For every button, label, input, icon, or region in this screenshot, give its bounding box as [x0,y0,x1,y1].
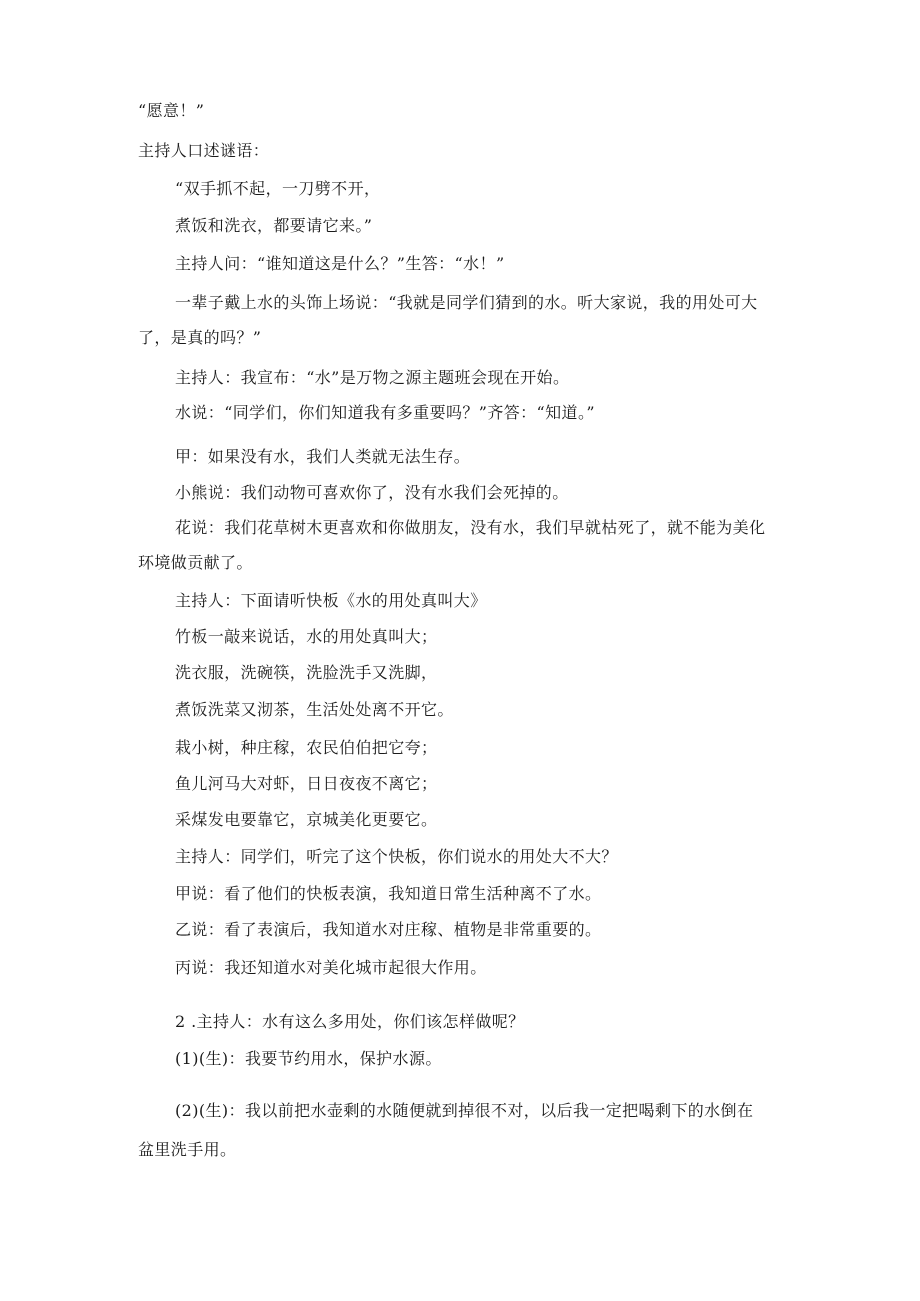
verse-line: 煮饭洗菜又沏茶，生活处处离不开它。 [175,700,454,719]
verse-line: 竹板一敲来说话，水的用处真叫大； [175,627,438,646]
verse-line: 栽小树，种庄稼，农民伯伯把它夸； [175,738,438,757]
numbered-item: (1)(生)：我要节约用水，保护水源。 [175,1049,442,1068]
text-line: 主持人：我宣布：“水”是万物之源主题班会现在开始。 [175,368,570,387]
text-line: 甲说：看了他们的快板表演，我知道日常生活种离不了水。 [175,884,602,903]
text-line: 主持人：下面请听快板《水的用处真叫大》 [175,591,487,610]
verse-line: 洗衣服，洗碗筷，洗脸洗手又洗脚， [175,663,438,682]
text-line: 丙说：我还知道水对美化城市起很大作用。 [175,958,487,977]
verse-line: 采煤发电要靠它，京城美化更要它。 [175,810,438,829]
text-line: 一辈子戴上水的头饰上场说：“我就是同学们猜到的水。听大家说，我的用处可大 [175,293,758,312]
text-line: 花说：我们花草树木更喜欢和你做朋友，没有水，我们早就枯死了，就不能为美化 [175,518,766,537]
text-line: 环境做贡献了。 [138,553,253,572]
riddle-line: 煮饭和洗衣，都要请它来。” [175,216,373,235]
text-line: 主持人口述谜语： [138,141,270,160]
text-line: 小熊说：我们动物可喜欢你了，没有水我们会死掉的。 [175,483,569,502]
text-line: 主持人：同学们，听完了这个快板，你们说水的用处大不大？ [175,847,618,866]
text-line: 了，是真的吗？” [138,328,262,347]
numbered-item: (2)(生)：我以前把水壶剩的水随便就到掉很不对，以后我一定把喝剩下的水倒在 [175,1101,754,1120]
text-line: 甲：如果没有水，我们人类就无法生存。 [175,447,471,466]
text-line: 盆里洗手用。 [138,1140,237,1159]
text-line: 乙说：看了表演后，我知道水对庄稼、植物是非常重要的。 [175,920,602,939]
verse-line: 鱼儿河马大对虾，日日夜夜不离它； [175,774,438,793]
text-line: 主持人问：“谁知道这是什么？”生答：“水！” [175,254,505,273]
numbered-item: 2 .主持人：水有这么多用处，你们该怎样做呢？ [175,1012,525,1031]
text-line: 水说：“同学们，你们知道我有多重要吗？”齐答：“知道。” [175,403,595,422]
text-line: “愿意！” [138,101,205,120]
riddle-line: “双手抓不起，一刀劈不开， [175,179,381,198]
